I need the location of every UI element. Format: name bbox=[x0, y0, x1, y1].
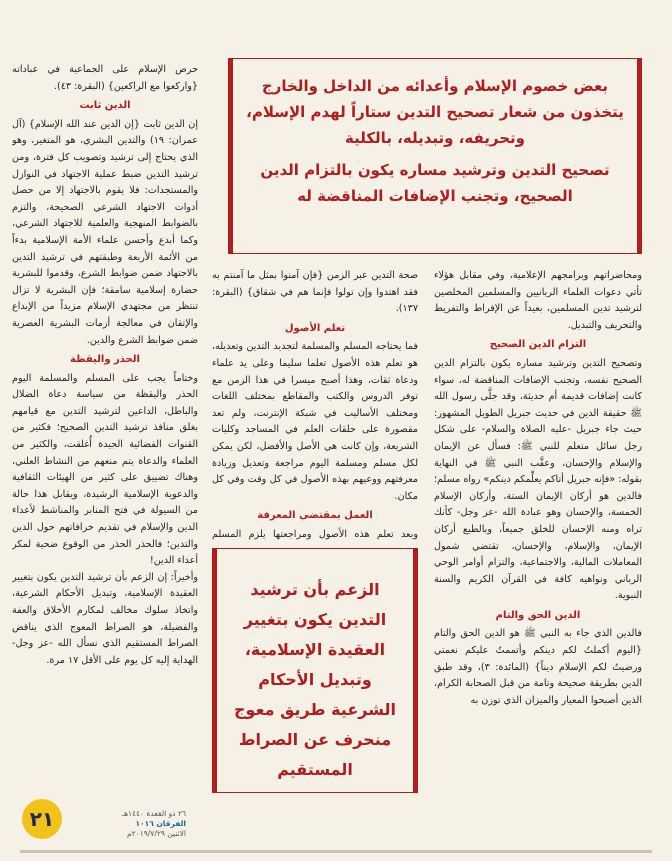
paragraph: وبعد تعلم هذه الأصول ومراجعتها يلزم المسلم bbox=[212, 528, 418, 540]
page-number: ٢١ bbox=[22, 799, 62, 839]
subheading: العمل بمقتضى المعرفة bbox=[257, 510, 373, 522]
pull-quote-top-line1: بعض خصوم الإسلام وأعدائه من الداخل والخارج يتخذون من شعار تصحيح التدين ستاراً لهدم الإسلام، وتحريفه، وتبديله، بالكلية bbox=[246, 77, 624, 147]
subheading: الحذر واليقظة bbox=[70, 354, 140, 366]
article-column-left bbox=[12, 62, 198, 798]
subheading: تعلم الأصول bbox=[284, 322, 346, 334]
paragraph: فما يحتاجه المسلم والمسلمة لتجديد التدين وتعديله، هو تعلم هذه الأصول تعلما سليما وعلى يد علماء ودعاة ثقات، وهذا أصبح ميسرا في هذا الزمن مع توفر الدروس والكتب والمقاطع بمختلف اللغات ومختلف الأساليب في شبكة الإنترنت، ولم تعد مقصورة على حلقات العلم في المساجد وكليات الشريعة، وإن كانت هي الأصل والأفضل، لكن يمكن لكل مسلم ومسلمة اليوم مراجعة وتعديل وزيادة معرفتهم ووعيهم بهذه الأصول في كل وقت وفي كل مكان. bbox=[212, 341, 418, 502]
pull-quote-middle: الزعم بأن ترشيد التدين يكون بتغيير العقيدة الإسلامية، وتبديل الأحكام الشرعية طريق معوج منحرف عن الصراط المستقيم bbox=[212, 548, 418, 793]
subheading: الدين ثابت bbox=[79, 100, 131, 112]
paragraph: ومحاضراتهم وبرامجهم الإعلامية، وفي مقابل هؤلاء تأتي دعوات العلماء الربانيين والمسلمين المخلصين لترشيد تدين المسلمين، بعيداً عن الإفراط والتفريط والتحريف والتبديل. bbox=[434, 270, 642, 331]
pull-quote-top bbox=[228, 58, 642, 254]
article-column-right bbox=[434, 268, 642, 850]
paragraph: إن الدين ثابت {إن الدين عند الله الإسلام} (آل عمران: ١٩) والتدين البشري، هو المتغير، وهو الذي يحتاج إلى ترشيد وتصويب كل فترة، ومن ترشيد التدين ضبط عملية الاجتهاد في النوازل والمستجدات: فلا يقوم بالاجتهاد إلا من حصل أدوات الاجتهاد الشرعي الصحيحة، والتزم بالضوابط المنهجية والعلمية للاجتهاد الشرعي، وكما أبدع وأحسن علماء الأمة الإسلامية بدءاً من الأئمة الأربعة وطبقتهم في ترشيد التدين بالاجتهاد ضمن ضوابط الشرع، وقدموا للبشرية حضارة إسلامية سامقة؛ فإن البشرية لا تزال تنتظر من مجتهدي الإسلام مزيداً من الإبداع والإتقان في معالجة أزمات البشرية العصرية ضمن ضوابط الشرع والدين. bbox=[12, 118, 198, 346]
paragraph: صحة التدين عبر الزمن {فإن آمنوا بمثل ما آمنتم به فقد اهتدوا وإن تولوا فإنما هم في شقاق} (البقرة: ١٣٧). bbox=[212, 270, 418, 315]
subheading: التزام الدين الصحيح bbox=[489, 339, 587, 351]
subheading: الدين الحق والتام bbox=[495, 609, 581, 621]
footer-date-hijri: ٢٦ ذو القعدة ١٤٤٠هـ bbox=[121, 809, 186, 818]
paragraph: وختاماً يجب على المسلم والمسلمة اليوم الحذر واليقظة من سياسة دعاة الضلال والباطل، الداعين لترشيد التدين مع قيامهم بغلق منافذ ترشيد التدين الصحيح؛ فكثير من القنوات الفضائية الجيدة أُغلقت، والكثير من العلماء والدعاة يتم منعهم من النشاط العلني، وهناك تضييق على كثير من الهيئات الثقافية والدعوية الإسلامية الرشيدة، ويقابل هذا حالة من السيولة في فتح المنابر والمناشط لأعداء الدين والإسلام في تقديم خرافاتهم حول الدين والتدين؛ فالحذر الحذر من الوقوع ضحية لمكر أعداء الدين! bbox=[12, 372, 198, 567]
paragraph: وتصحيح التدين وترشيد مساره يكون بالتزام الدين الصحيح نفسه، وتجنب الإضافات المناقضة له، سواء كانت إضافات قديمة أم حديثة، وقد جلَّى رسول الله ﷺ حقيقة الدين في حديث جبريل الطويل المشهور: حيث جاء جبريل -عليه الصلاة والسلام- على شكل رجل سائل متعلم للنبي ﷺ: فسأل عن الإيمان والإسلام والإحسان، وعقَّب النبي ﷺ في النهاية بقوله: «فإنه جبريل أتاكم يعلِّمكم دينكم» رواه مسلم؛ فالدين هو أركان الإيمان الستة، وأركان الإسلام الخمسة، والإحسان وهو عبادة الله -عز وجل- كأنك تراه ومنه الإحسان للخلق جميعاً، وبالطبع أركان الإيمان، والإسلام، والإحسان، تقتضي شمول المعاملات المالية، والاجتماعية، والتزام أوامر الوحي الرباني ونواهيه كافة في القرآن الكريم والسنة النبوية. bbox=[434, 357, 642, 602]
paragraph: فالدين الذي جاء به النبي ﷺ هو الدين الحق والتام {اليوم أكملتُ لكم دينكم وأتممتُ عليكم نعمتي ورضيتُ لكم الإسلام ديناً} (المائدة: ٣)، وقد طبق الدين بطريقة صحيحة وتامة من قبل الصحابة الكرام، الذين أصبحوا المعيار والميزان الذي توزن به bbox=[434, 628, 642, 706]
bottom-divider bbox=[20, 850, 652, 853]
paragraph: وأخيراً: إن الزعم بأن ترشيد التدين يكون بتغيير العقيدة الإسلامية، وتبديل الأحكام الشرعية، واتخاذ سلوك مخالف لمكارم الأخلاق والعفة والفضيلة، هو الصراط المعوج الذي يناقض الصراط المستقيم الذي نسأل الله -عز وجل- الهداية إليه كل يوم على الأقل ١٧ مرة. bbox=[12, 571, 198, 666]
page-footer bbox=[66, 809, 186, 839]
footer-date-gregorian: الاثنين ٢٠١٩/٧/٢٩م bbox=[127, 829, 186, 838]
article-column-middle bbox=[212, 268, 418, 540]
paragraph: حرص الإسلام على الجماعية في عباداته {واركعوا مع الراكعين} (البقرة: ٤٣). bbox=[12, 64, 198, 92]
footer-magazine-issue: الفرقان ١٠١٦ bbox=[135, 819, 186, 828]
pull-quote-top-line2: تصحيح التدين وترشيد مساره يكون بالتزام الدين الصحيح، وتجنب الإضافات المناقضة له bbox=[260, 161, 610, 205]
